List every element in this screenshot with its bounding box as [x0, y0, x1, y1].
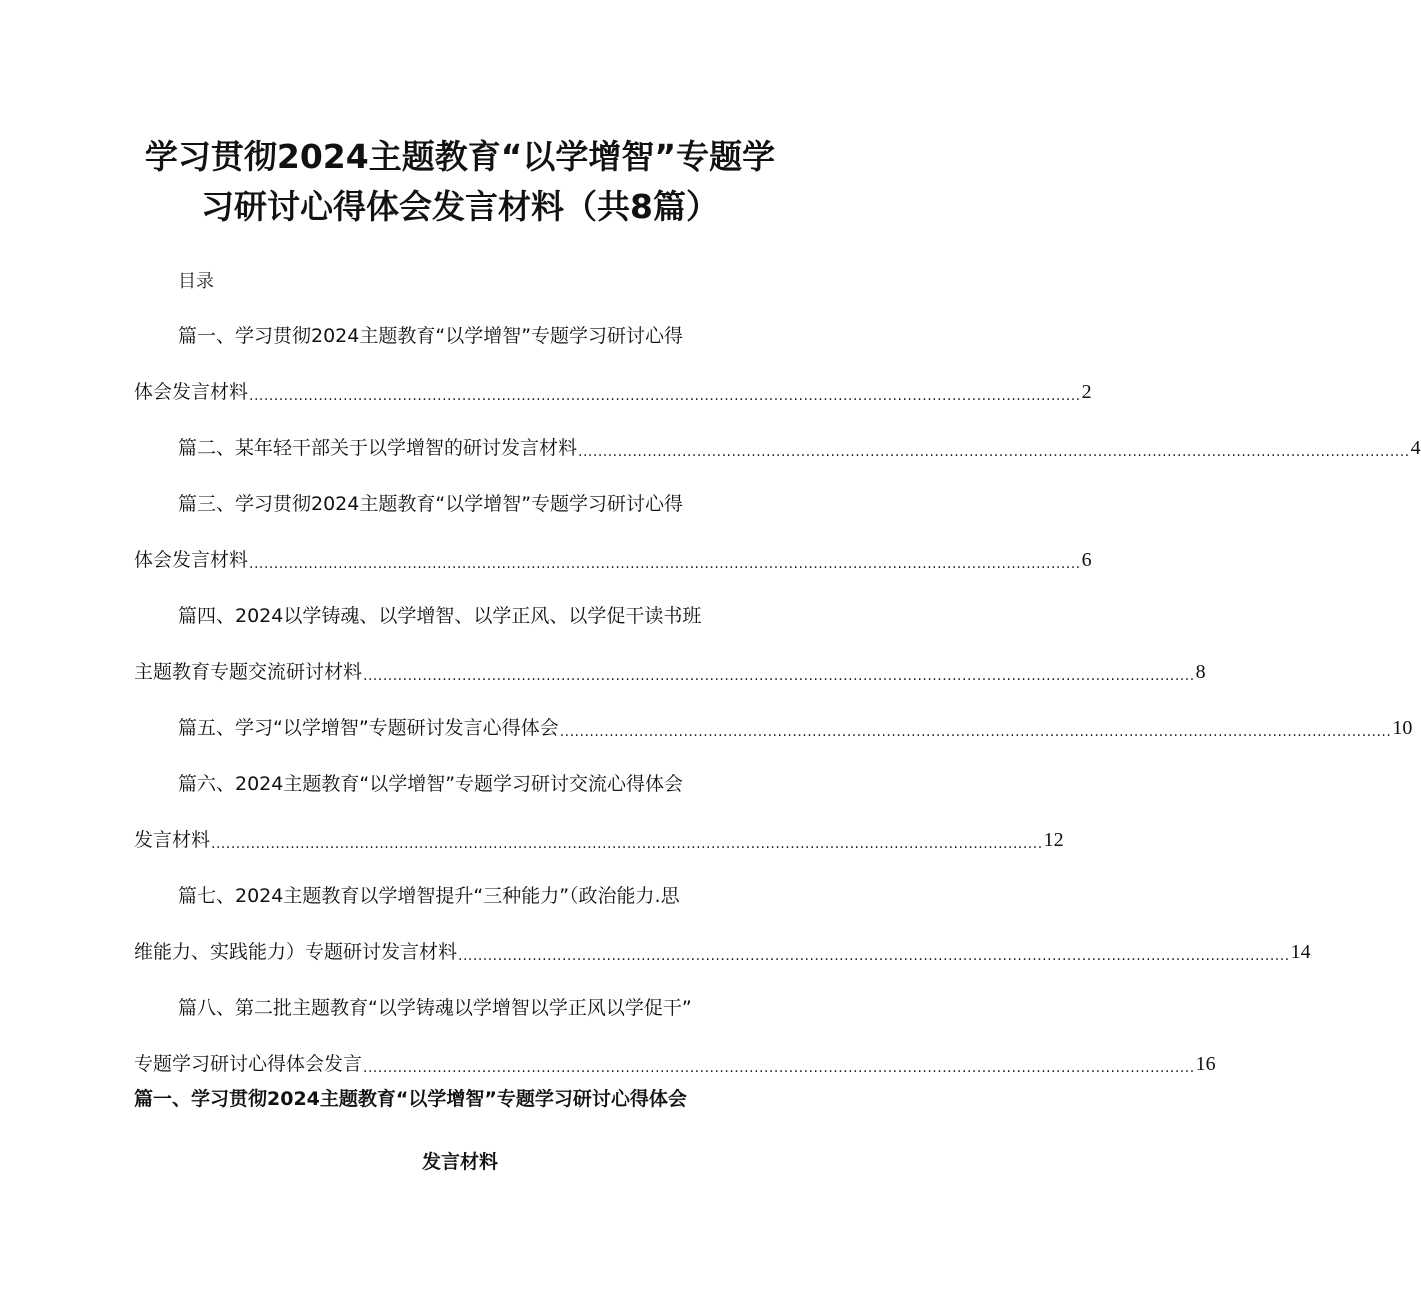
section-heading-line-2: 发言材料	[421, 1151, 498, 1173]
toc-leader-dots: ........................................................................................................................................................................	[211, 836, 1043, 852]
toc-entry-text: 体会发言材料	[134, 381, 249, 403]
toc-page-number: 14	[1290, 941, 1311, 963]
toc-entry-text: 篇七、2024主题教育以学增智提升“三种能力”（政治能力.思	[178, 885, 680, 907]
toc-entry-text: 篇二、某年轻干部关于以学增智的研讨发言材料	[178, 437, 578, 459]
toc-page-number: 16	[1195, 1053, 1216, 1075]
toc-leader-dots: ........................................................................................................................................................................	[249, 388, 1081, 404]
toc-leader-dots: ........................................................................................................................................................................	[363, 668, 1195, 684]
toc-page-number: 12	[1043, 829, 1064, 851]
toc-leader-dots: ........................................................................................................................................................................	[363, 1060, 1195, 1076]
toc-leader-dots: ........................................................................................................................................................................	[559, 724, 1392, 740]
toc-page-number: 4	[1410, 437, 1421, 459]
document-title	[0, 132, 920, 232]
toc-entry-2[interactable]	[178, 433, 1421, 463]
toc-entry-8-line1[interactable]	[178, 993, 692, 1023]
toc-label: 目录	[178, 271, 214, 292]
toc-leader-dots: ........................................................................................................................................................................	[249, 556, 1081, 572]
toc-entry-text: 篇四、2024以学铸魂、以学增智、以学正风、以学促干读书班	[178, 605, 702, 627]
toc-entry-6-line2[interactable]	[134, 825, 1064, 855]
toc-entry-text: 篇一、学习贯彻2024主题教育“以学增智”专题学习研讨心得	[178, 325, 684, 347]
toc-entry-7-line1[interactable]	[178, 881, 680, 911]
toc-entry-text: 篇六、2024主题教育“以学增智”专题学习研讨交流心得体会	[178, 773, 684, 795]
toc-entry-text: 发言材料	[134, 829, 211, 851]
toc-entry-text: 主题教育专题交流研讨材料	[134, 661, 363, 683]
toc-page-number: 2	[1081, 381, 1092, 403]
toc-entry-5[interactable]	[178, 713, 1413, 743]
section-heading-line-1: 篇一、学习贯彻2024主题教育“以学增智”专题学习研讨心得体会	[134, 1088, 687, 1110]
toc-page-number: 8	[1195, 661, 1206, 683]
toc-entry-text: 体会发言材料	[134, 549, 249, 571]
toc-page-number: 10	[1392, 717, 1413, 739]
toc-entry-4-line2[interactable]	[134, 657, 1206, 687]
toc-entry-1-line2[interactable]	[134, 377, 1092, 407]
toc-leader-dots: ........................................................................................................................................................................	[578, 444, 1410, 460]
title-line-2: 习研讨心得体会发言材料（共8篇）	[201, 187, 719, 226]
toc-leader-dots: ........................................................................................................................................................................	[458, 948, 1290, 964]
toc-entry-3-line2[interactable]	[134, 545, 1092, 575]
toc-entry-6-line1[interactable]	[178, 769, 683, 799]
toc-entry-text: 篇八、第二批主题教育“以学铸魂以学增智以学正风以学促干”	[178, 997, 692, 1019]
toc-entry-7-line2[interactable]	[134, 937, 1311, 967]
toc-entry-1-line1[interactable]	[178, 321, 683, 351]
toc-entry-text: 专题学习研讨心得体会发言	[134, 1053, 363, 1075]
toc-entry-4-line1[interactable]	[178, 601, 701, 631]
toc-entry-3-line1[interactable]	[178, 489, 683, 519]
title-line-1: 学习贯彻2024主题教育“以学增智”专题学	[144, 137, 776, 176]
toc-entry-text: 篇三、学习贯彻2024主题教育“以学增智”专题学习研讨心得	[178, 493, 684, 515]
toc-entry-8-line2[interactable]	[134, 1049, 1216, 1079]
toc-entry-text: 维能力、实践能力）专题研讨发言材料	[134, 941, 458, 963]
toc-entry-text: 篇五、学习“以学增智”专题研讨发言心得体会	[178, 717, 559, 739]
toc-page-number: 6	[1081, 549, 1092, 571]
